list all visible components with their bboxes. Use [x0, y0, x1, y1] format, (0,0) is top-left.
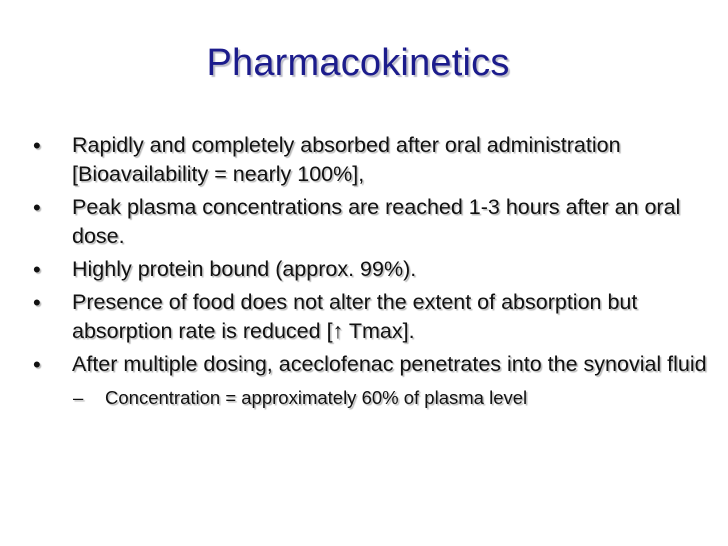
sub-bullet-dash-icon: – — [73, 387, 84, 408]
bullet-item — [0, 350, 728, 379]
bullet-list — [0, 131, 728, 411]
bullet-dot-icon: • — [33, 133, 41, 158]
bullet-item — [0, 255, 728, 284]
bullet-dot-icon: • — [33, 352, 41, 377]
bullet-dot-icon: • — [33, 257, 41, 282]
bullet-item — [0, 288, 728, 346]
bullet-dot-icon: • — [33, 195, 41, 220]
slide-title-text: Pharmacokinetics — [206, 42, 510, 84]
bullet-item — [0, 131, 728, 189]
bullet-text: Highly protein bound (approx. 99%). — [72, 257, 417, 281]
bullet-text: Rapidly and completely absorbed after oral administration [Bioavailability = nearly 100%], — [72, 133, 621, 186]
bullet-item — [0, 193, 728, 251]
bullet-text: Peak plasma concentrations are reached 1-3 hours after an oral dose. — [72, 195, 681, 248]
sub-bullet-item — [0, 385, 728, 411]
bullet-dot-icon: • — [33, 290, 41, 315]
slide-title — [0, 42, 728, 85]
bullet-text: After multiple dosing, aceclofenac penetrates into the synovial fluid — [72, 352, 707, 376]
sub-bullet-text: Concentration = approximately 60% of plasma level — [105, 387, 528, 408]
bullet-text: Presence of food does not alter the extent of absorption but absorption rate is reduced [↑ Tmax]. — [72, 290, 638, 343]
